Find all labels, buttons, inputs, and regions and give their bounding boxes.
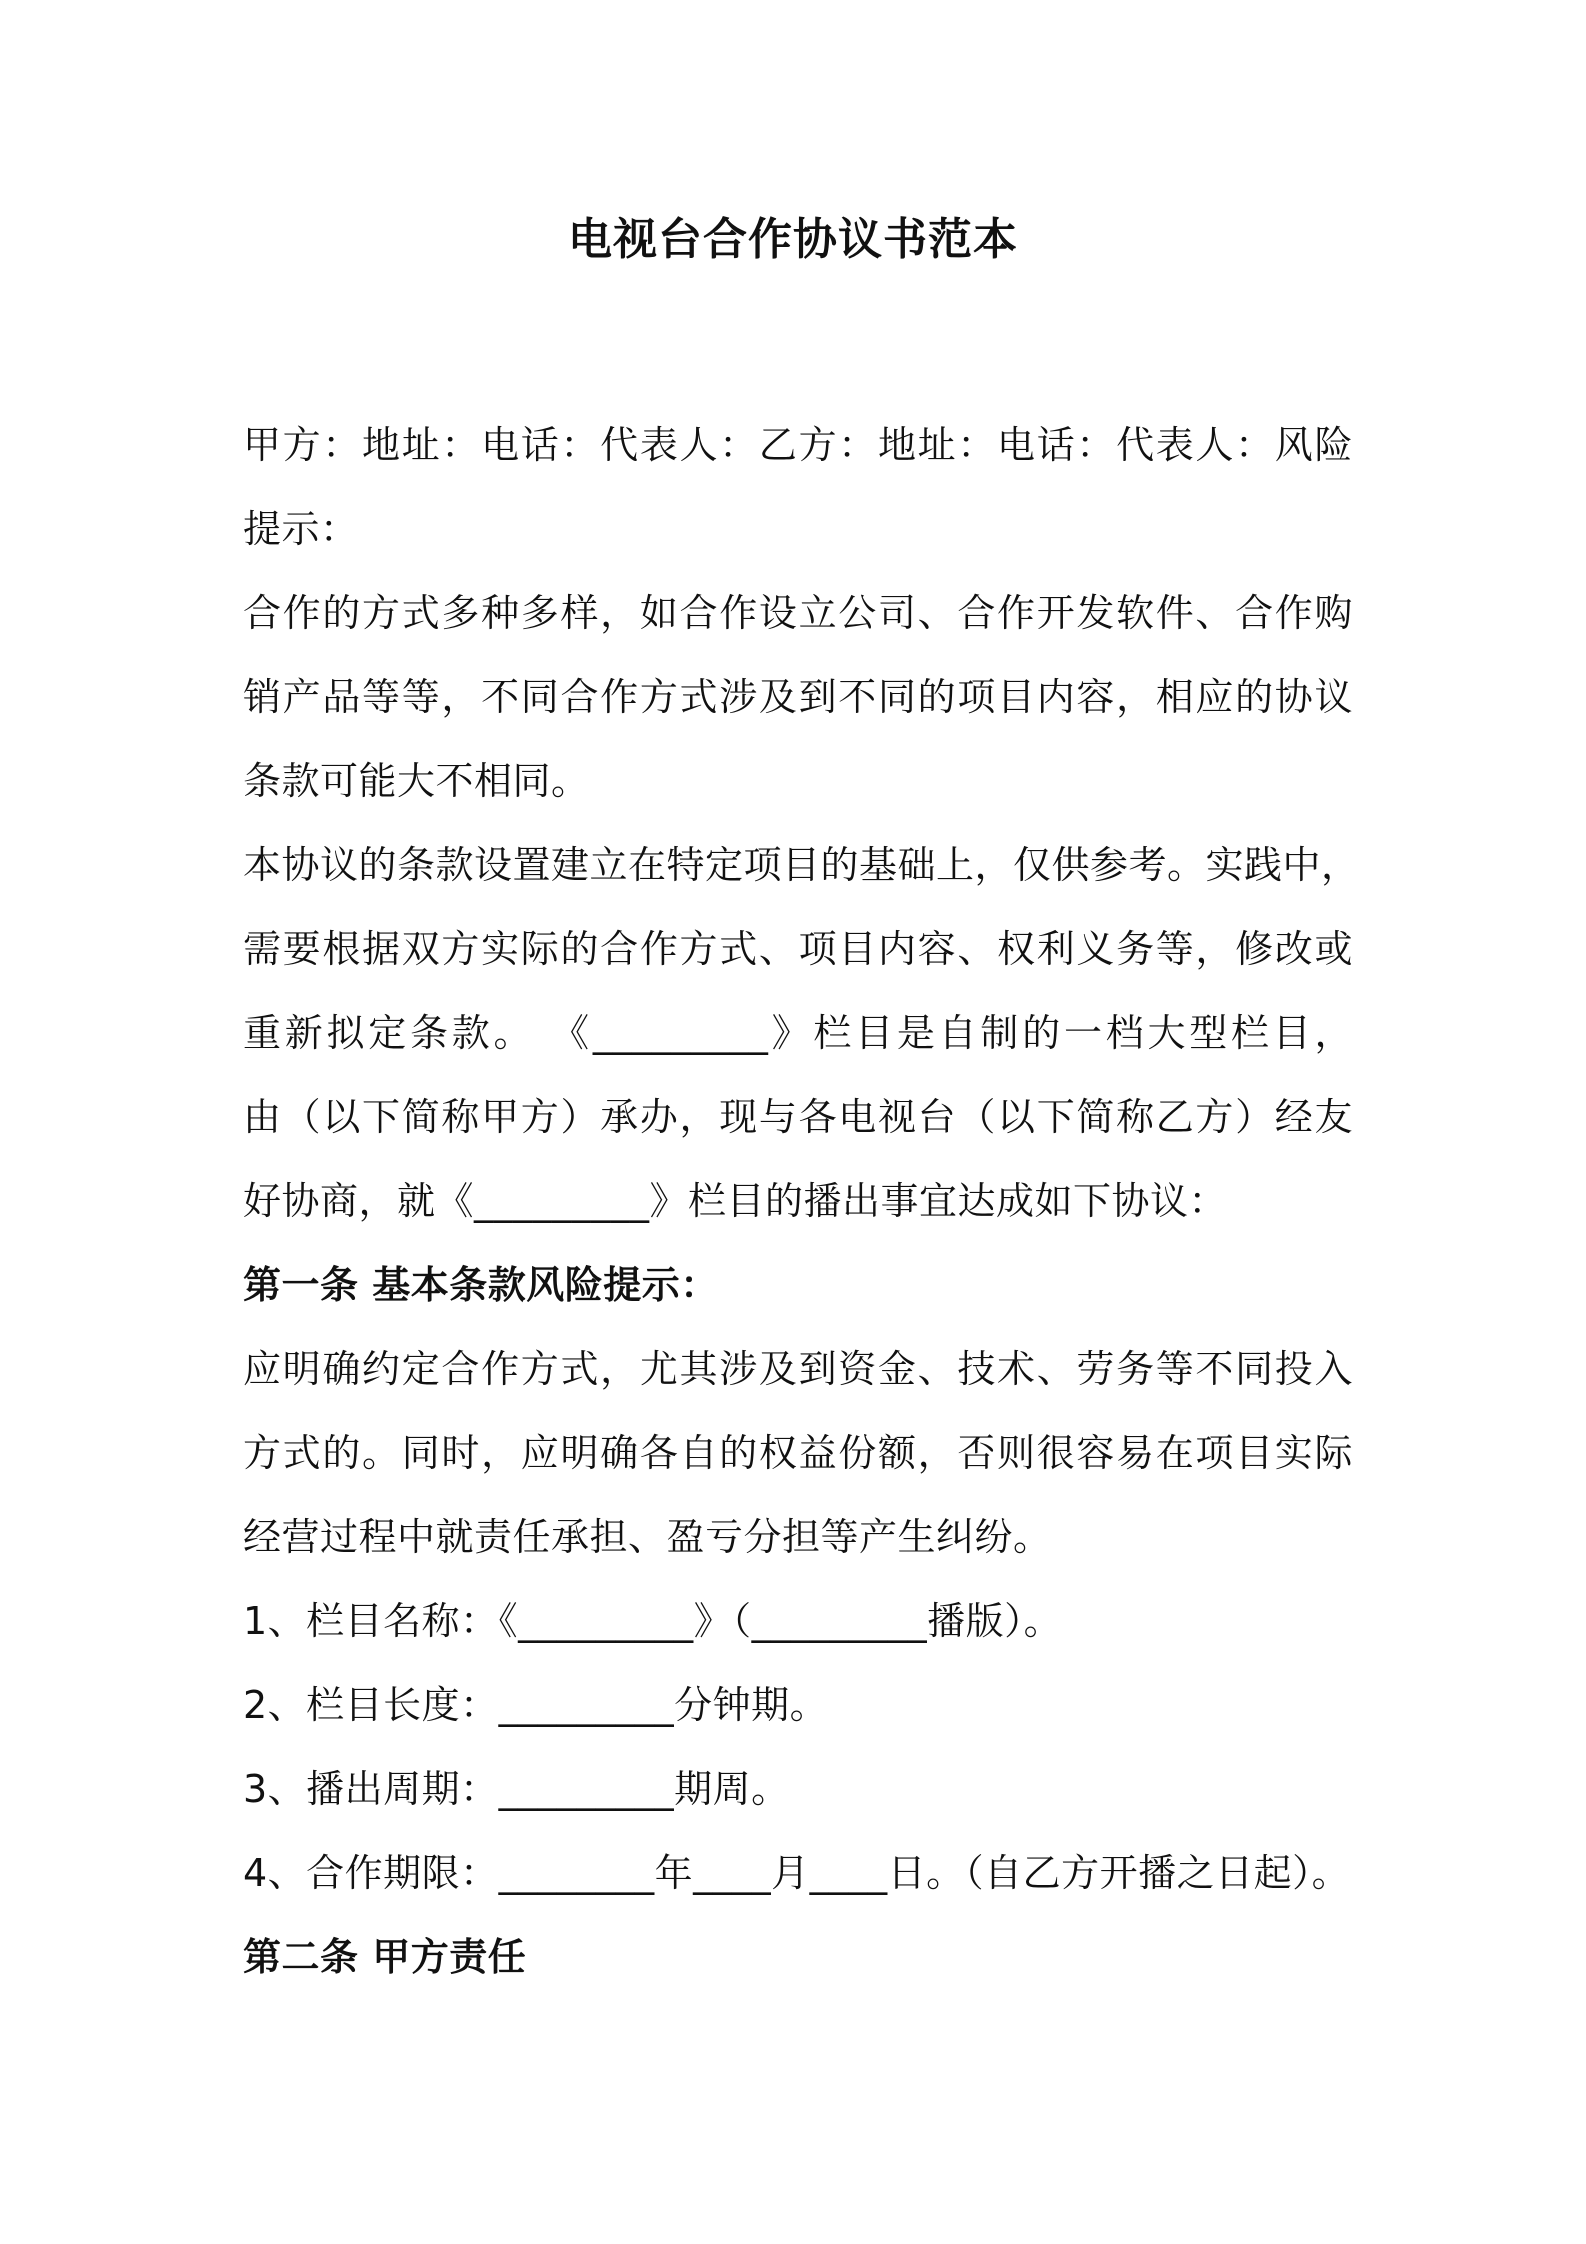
list-item: 1、栏目名称：《_________》（_________播版）。 — [243, 1599, 1063, 1643]
paragraph-line: 合作的方式多种多样，如合作设立公司、合作开发软件、合作购 — [243, 591, 1353, 635]
paragraph-line: 条款可能大不相同。 — [243, 759, 590, 803]
document-title: 电视台合作协议书范本 — [568, 214, 1018, 265]
paragraph-line: 本协议的条款设置建立在特定项目的基础上，仅供参考。实践中， — [243, 843, 1360, 887]
paragraph-line: 重新拟定条款。 《_________》栏目是自制的一档大型栏目， — [243, 1011, 1353, 1055]
list-item: 2、栏目长度：_________分钟期。 — [243, 1683, 829, 1727]
paragraph-line: 由（以下简称甲方）承办，现与各电视台（以下简称乙方）经友 — [243, 1095, 1353, 1139]
paragraph-line: 提示： — [243, 507, 359, 551]
paragraph-line: 好协商，就《_________》栏目的播出事宜达成如下协议： — [243, 1179, 1228, 1223]
document-body — [243, 403, 1360, 1999]
list-item: 3、播出周期：_________期周。 — [243, 1767, 790, 1811]
paragraph-line: 应明确约定合作方式，尤其涉及到资金、技术、劳务等不同投入 — [243, 1347, 1353, 1391]
paragraph-line: 甲方：地址：电话：代表人：乙方：地址：电话：代表人：风险 — [243, 423, 1353, 467]
paragraph-line: 销产品等等，不同合作方式涉及到不同的项目内容，相应的协议 — [243, 675, 1353, 719]
paragraph-line: 经营过程中就责任承担、盈亏分担等产生纠纷。 — [243, 1515, 1052, 1559]
section-heading: 第一条 基本条款风险提示： — [243, 1263, 719, 1307]
list-item: 4、合作期限：________年____月____日。（自乙方开播之日起）。 — [243, 1851, 1351, 1895]
paragraph-line: 方式的。同时，应明确各自的权益份额，否则很容易在项目实际 — [243, 1431, 1353, 1475]
section-heading: 第二条 甲方责任 — [243, 1935, 527, 1979]
paragraph-line: 需要根据双方实际的合作方式、项目内容、权利义务等，修改或 — [243, 927, 1353, 971]
